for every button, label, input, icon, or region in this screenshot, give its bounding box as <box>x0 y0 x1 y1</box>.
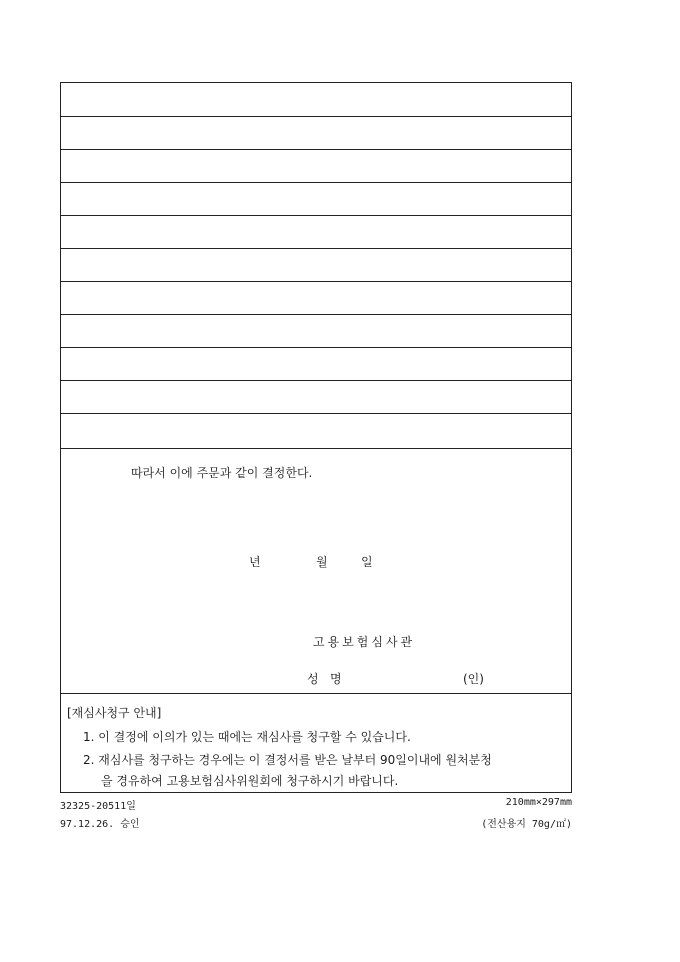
blank-line <box>61 149 571 183</box>
seal-label: (인) <box>463 672 484 686</box>
decision-section <box>61 448 571 694</box>
form-number: 32325-20511일 <box>60 801 136 812</box>
blank-line <box>61 215 571 249</box>
name-label: 성 명 <box>307 672 342 686</box>
blank-line <box>61 182 571 216</box>
notice-section <box>61 693 571 792</box>
decision-statement: 따라서 이에 주문과 같이 결정한다. <box>131 466 313 480</box>
blank-line <box>61 83 571 117</box>
blank-line <box>61 380 571 414</box>
paper-type: (전산용지 70g/㎡) <box>481 819 572 830</box>
date-day: 일 <box>361 555 373 569</box>
blank-line <box>61 314 571 348</box>
paper-size: 210mm×297mm <box>505 797 572 808</box>
notice-title: [재심사청구 안내] <box>67 706 162 720</box>
date-year: 년 <box>249 555 261 569</box>
notice-item: 2. 재심사를 청구하는 경우에는 이 결정서를 받은 날부터 90일이내에 원처분청 <box>83 753 492 767</box>
approval-date: 97.12.26. 승인 <box>60 819 140 830</box>
blank-line <box>61 413 571 449</box>
blank-line <box>61 116 571 150</box>
blank-line <box>61 248 571 282</box>
date-month: 월 <box>316 555 328 569</box>
examiner-title: 고용보험심사관 <box>313 635 416 649</box>
decision-form <box>60 82 572 793</box>
notice-item: 을 경유하여 고용보험심사위원회에 청구하시기 바랍니다. <box>101 774 399 788</box>
blank-line <box>61 281 571 315</box>
blank-line <box>61 347 571 381</box>
notice-item: 1. 이 결정에 이의가 있는 때에는 재심사를 청구할 수 있습니다. <box>83 730 411 744</box>
